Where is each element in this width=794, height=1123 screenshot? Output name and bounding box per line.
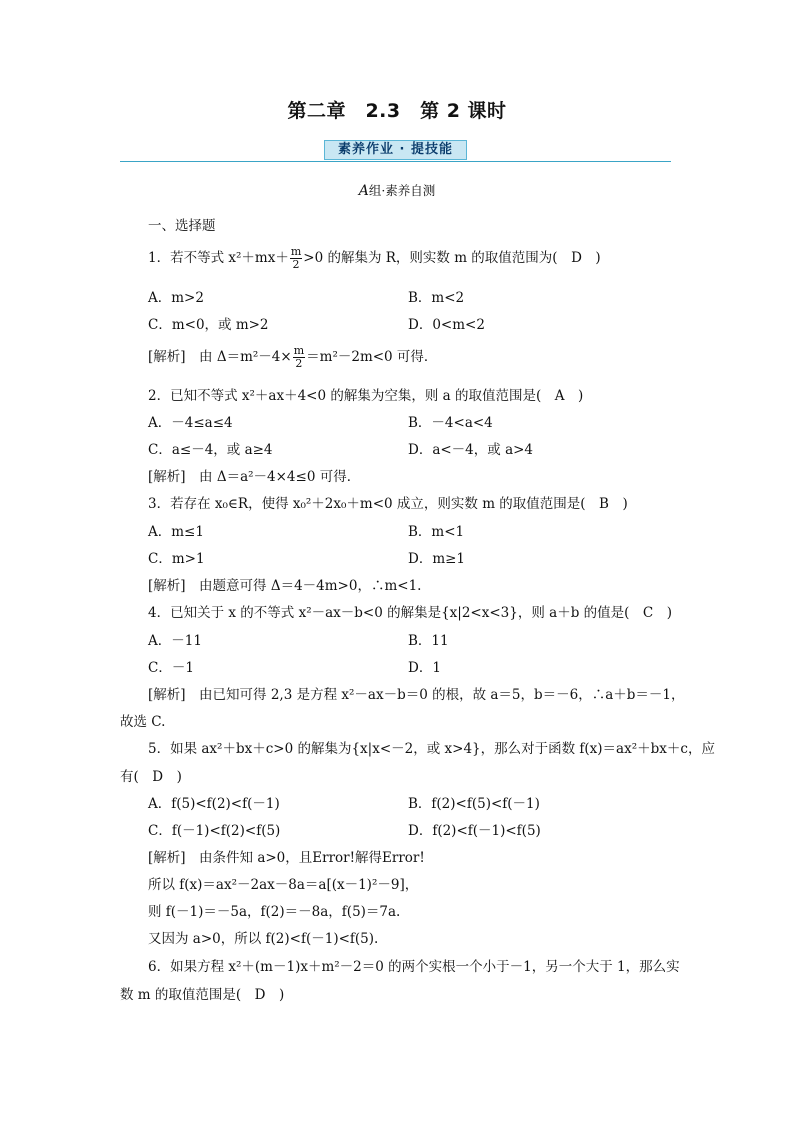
header-divider: [120, 161, 671, 162]
option-c: C．a≤－4，或 a≥4: [148, 442, 273, 458]
analysis-1: [148, 345, 437, 370]
analysis-part: [解析] 由 Δ＝m²－4×: [148, 349, 292, 365]
option-b: B．m<1: [408, 524, 465, 540]
option-c: C．－1: [148, 660, 194, 676]
question-5-stem-line2: 有( D ): [120, 769, 182, 785]
analysis-5-line1: [解析] 由条件知 a>0，且Error!解得Error!: [148, 850, 425, 866]
analysis-part: ＝m²－2m<0 可得．: [306, 349, 438, 365]
option-a: A．－4≤a≤4: [148, 415, 233, 431]
section-heading: 一、选择题: [148, 218, 216, 234]
option-a: A．f(5)<f(2)<f(－1): [148, 796, 280, 812]
fraction-numerator: m: [290, 245, 302, 258]
analysis-2: [解析] 由 Δ＝a²－4×4≤0 可得．: [148, 469, 361, 485]
fraction: [290, 246, 302, 271]
analysis-5-line3: 则 f(－1)＝－5a，f(2)＝－8a，f(5)＝7a.: [148, 904, 401, 920]
option-b: B．－4<a<4: [408, 415, 493, 431]
option-c: C．f(－1)<f(2)<f(5): [148, 823, 281, 839]
question-1-stem-part: >0 的解集为 R，则实数 m 的取值范围为( D ): [303, 250, 601, 266]
page-title: 第二章 2.3 第 2 课时: [287, 100, 507, 122]
analysis-4-line2: 故选 C.: [120, 714, 166, 730]
group-letter: A: [358, 183, 369, 199]
option-d: D．m≥1: [408, 551, 466, 567]
group-label: 组·素养自测: [368, 183, 436, 198]
question-6-stem-line1: 6．如果方程 x²＋(m－1)x＋m²－2＝0 的两个实根一个小于－1，另一个大于 1，那么实: [148, 959, 680, 975]
option-d: D．0<m<2: [408, 317, 485, 333]
option-d: D．f(2)<f(－1)<f(5): [408, 823, 541, 839]
group-heading: [0, 181, 794, 199]
section-badge: 素养作业 · 提技能: [324, 140, 467, 160]
option-c: C．m<0，或 m>2: [148, 317, 269, 333]
option-b: B．m<2: [408, 290, 465, 306]
fraction-denominator: 2: [295, 357, 303, 370]
option-d: D．a<－4，或 a>4: [408, 442, 534, 458]
fraction-numerator: m: [293, 344, 305, 357]
analysis-5-line4: 又因为 a>0，所以 f(2)<f(－1)<f(5).: [148, 931, 379, 947]
question-1-stem: [148, 246, 601, 271]
option-c: C．m>1: [148, 551, 205, 567]
question-1-stem-part: 1．若不等式 x²＋mx＋: [148, 250, 289, 266]
question-5-stem-line1: 5．如果 ax²＋bx＋c>0 的解集为{x|x<－2，或 x>4}，那么对于函数 f(x)＝ax²＋bx＋c，应: [148, 741, 715, 757]
question-3-stem: 3．若存在 x₀∈R，使得 x₀²＋2x₀＋m<0 成立，则实数 m 的取值范围是( B ): [148, 496, 628, 512]
analysis-3: [解析] 由题意可得 Δ＝4－4m>0，∴m<1.: [148, 578, 422, 594]
fraction: [293, 345, 305, 370]
fraction-denominator: 2: [292, 258, 300, 271]
option-a: A．m≤1: [148, 524, 204, 540]
option-a: A．－11: [148, 633, 202, 649]
analysis-4-line1: [解析] 由已知可得 2,3 是方程 x²－ax－b＝0 的根，故 a＝5，b＝－6，∴a＋b＝－1，: [148, 687, 685, 703]
option-d: D．1: [408, 660, 441, 676]
option-b: B．11: [408, 633, 449, 649]
question-4-stem: 4．已知关于 x 的不等式 x²－ax－b<0 的解集是{x|2<x<3}，则 a＋b 的值是( C ): [148, 605, 672, 621]
analysis-5-line2: 所以 f(x)＝ax²－2ax－8a＝a[(x－1)²－9]，: [148, 877, 419, 893]
option-b: B．f(2)<f(5)<f(－1): [408, 796, 540, 812]
option-a: A．m>2: [148, 290, 204, 306]
question-2-stem: 2．已知不等式 x²＋ax＋4<0 的解集为空集，则 a 的取值范围是( A ): [148, 388, 584, 404]
question-6-stem-line2: 数 m 的取值范围是( D ): [120, 987, 285, 1003]
